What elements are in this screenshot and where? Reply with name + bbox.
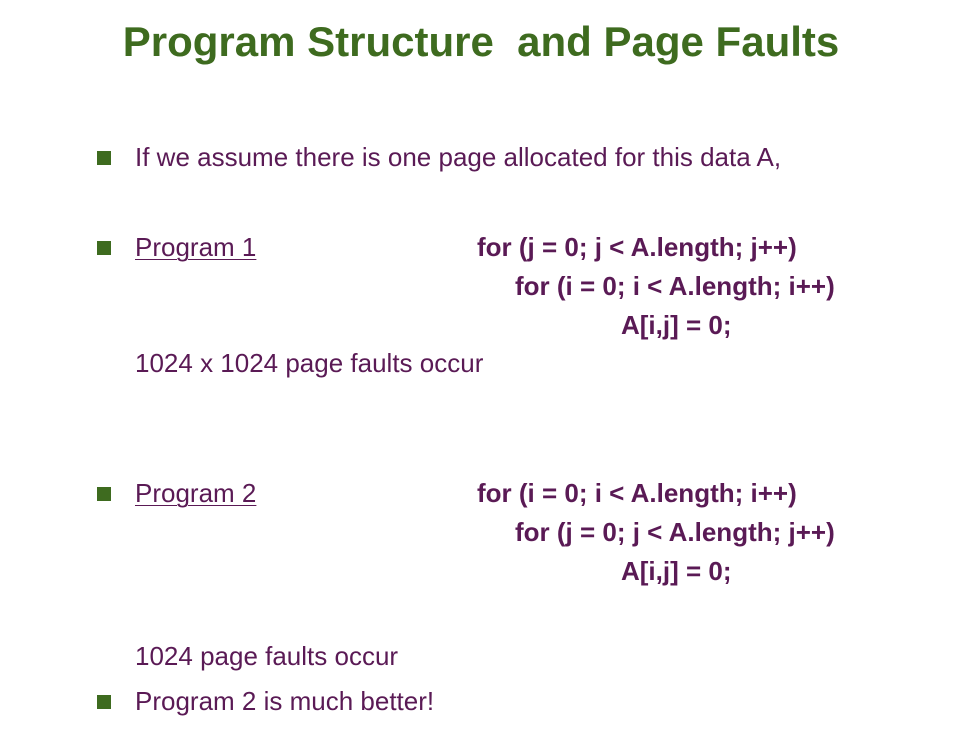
- intro-text: If we assume there is one page allocated for this data A,: [135, 142, 782, 172]
- program-2-code-line-3: A[i,j] = 0;: [621, 556, 732, 586]
- bullet-square-icon: [97, 695, 111, 709]
- program-2-link[interactable]: Program 2: [135, 478, 257, 508]
- program-1-code-line-2: for (i = 0; i < A.length; i++): [515, 271, 835, 301]
- bullet-square-icon: [97, 241, 111, 255]
- bullet-square-icon: [97, 151, 111, 165]
- program-1-result: 1024 x 1024 page faults occur: [135, 348, 484, 378]
- program-2-code-line-2: for (j = 0; j < A.length; j++): [515, 517, 835, 547]
- program-1-code-line-3: A[i,j] = 0;: [621, 310, 732, 340]
- program-2-code-line-1: for (i = 0; i < A.length; i++): [477, 478, 797, 508]
- bullet-square-icon: [97, 487, 111, 501]
- program-1-link[interactable]: Program 1: [135, 232, 257, 262]
- slide-title: Program Structure and Page Faults: [122, 18, 840, 65]
- program-2-result: 1024 page faults occur: [135, 641, 399, 671]
- program-1-code-line-1: for (j = 0; j < A.length; j++): [477, 232, 797, 262]
- conclusion-text: Program 2 is much better!: [135, 686, 435, 716]
